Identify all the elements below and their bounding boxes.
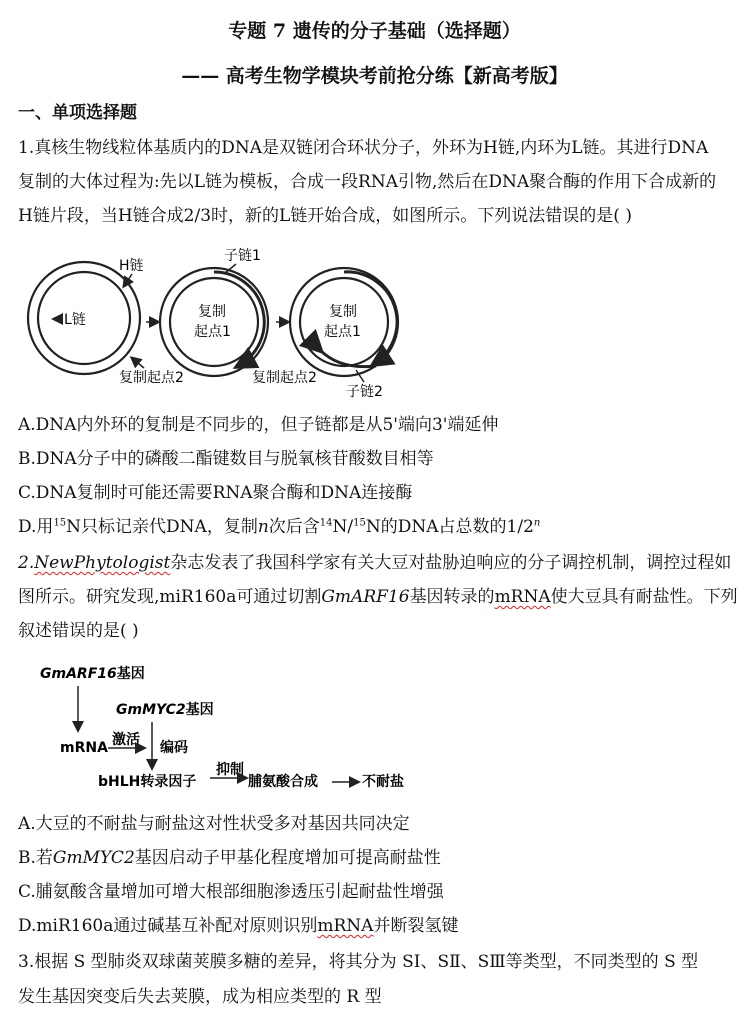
l-strand-label: L链 — [64, 312, 86, 328]
activate-label: 激活 — [112, 732, 140, 748]
dna-circle-3 — [290, 268, 398, 376]
proline-label: 脯氨酸合成 — [248, 774, 318, 790]
origin2-pointer-1 — [132, 358, 144, 368]
q2-option-c: C.脯氨酸含量增加可增大根部细胞渗透压引起耐盐性增强 — [18, 882, 444, 902]
dna-replication-figure — [24, 242, 444, 402]
origin1-label-a-2: 复制 — [329, 304, 357, 320]
q1-option-a: A.DNA内外环的复制是不同步的，但子链都是从5'端向3'端延伸 — [18, 415, 499, 435]
page-subtitle: —— 高考生物学模块考前抢分练【新高考版】 — [181, 65, 568, 87]
origin2-label-2: 复制起点2 — [252, 370, 317, 386]
q2-option-d: D.miR160a通过碱基互补配对原则识别mRNA并断裂氢键 — [18, 916, 459, 936]
q2-line-3: 叙述错误的是( ) — [18, 621, 139, 641]
q1-line-2: 复制的大体过程为:先以L链为模板，合成一段RNA引物,然后在DNA聚合酶的作用下合成新的 — [18, 172, 717, 192]
mrna-label: mRNA — [60, 740, 108, 756]
q1-line-1: 1.真核生物线粒体基质内的DNA是双链闭合环状分子，外环为H链,内环为L链。其进行DNA — [18, 138, 709, 158]
page-title: 专题 7 遗传的分子基础（选择题） — [228, 20, 521, 42]
result-label: 不耐盐 — [362, 774, 404, 790]
origin1-label-a: 复制 — [198, 304, 226, 320]
gene1-label: GmARF16基因 — [40, 666, 145, 682]
q1-option-d: D.用$^{15}$N只标记亲代DNA，复制n次后含$^{14}$N/$^{15}$N的DNA占总数的1/2$^n$ — [18, 517, 541, 537]
daughter1-label: 子链1 — [224, 248, 261, 264]
q2-line-2: 图所示。研究发现,miR160a可通过切割GmARF16基因转录的mRNA使大豆具有耐盐性。下列 — [18, 587, 738, 607]
tf-label: bHLH转录因子 — [98, 774, 197, 790]
gene-regulation-figure — [40, 656, 460, 796]
q2-option-a: A.大豆的不耐盐与耐盐这对性状受多对基因共同决定 — [18, 814, 410, 834]
q3-line-2: 发生基因突变后失去荚膜，成为相应类型的 R 型 — [18, 987, 382, 1007]
daughter2-label: 子链2 — [346, 384, 383, 400]
section-heading: 一、单项选择题 — [18, 103, 137, 123]
origin1-label-b-2: 起点1 — [324, 324, 361, 340]
q2-option-b: B.若GmMYC2基因启动子甲基化程度增加可提高耐盐性 — [18, 848, 441, 868]
q1-option-c: C.DNA复制时可能还需要RNA聚合酶和DNA连接酶 — [18, 483, 413, 503]
q1-option-b: B.DNA分子中的磷酸二酯键数目与脱氧核苷酸数目相等 — [18, 449, 434, 469]
dna-circle-2 — [160, 268, 268, 376]
origin2-label-1: 复制起点2 — [119, 370, 184, 386]
inhibit-label: 抑制 — [216, 762, 244, 778]
gene2-label: GmMYC2基因 — [116, 702, 214, 718]
q1-line-3: H链片段，当H链合成2/3时，新的L链开始合成，如图所示。下列说法错误的是( ) — [18, 206, 632, 226]
encode-label: 编码 — [160, 740, 188, 756]
q2-line-1: 2.NewPhytologist杂志发表了我国科学家有关大豆对盐胁迫响应的分子调控机制，调控过程如 — [18, 553, 732, 573]
origin1-label-b: 起点1 — [194, 324, 231, 340]
h-strand-label: H链 — [119, 258, 144, 274]
q3-line-1: 3.根据 S 型肺炎双球菌荚膜多糖的差异，将其分为 SⅠ、SⅡ、SⅢ等类型，不同类型的 S 型 — [18, 952, 699, 972]
